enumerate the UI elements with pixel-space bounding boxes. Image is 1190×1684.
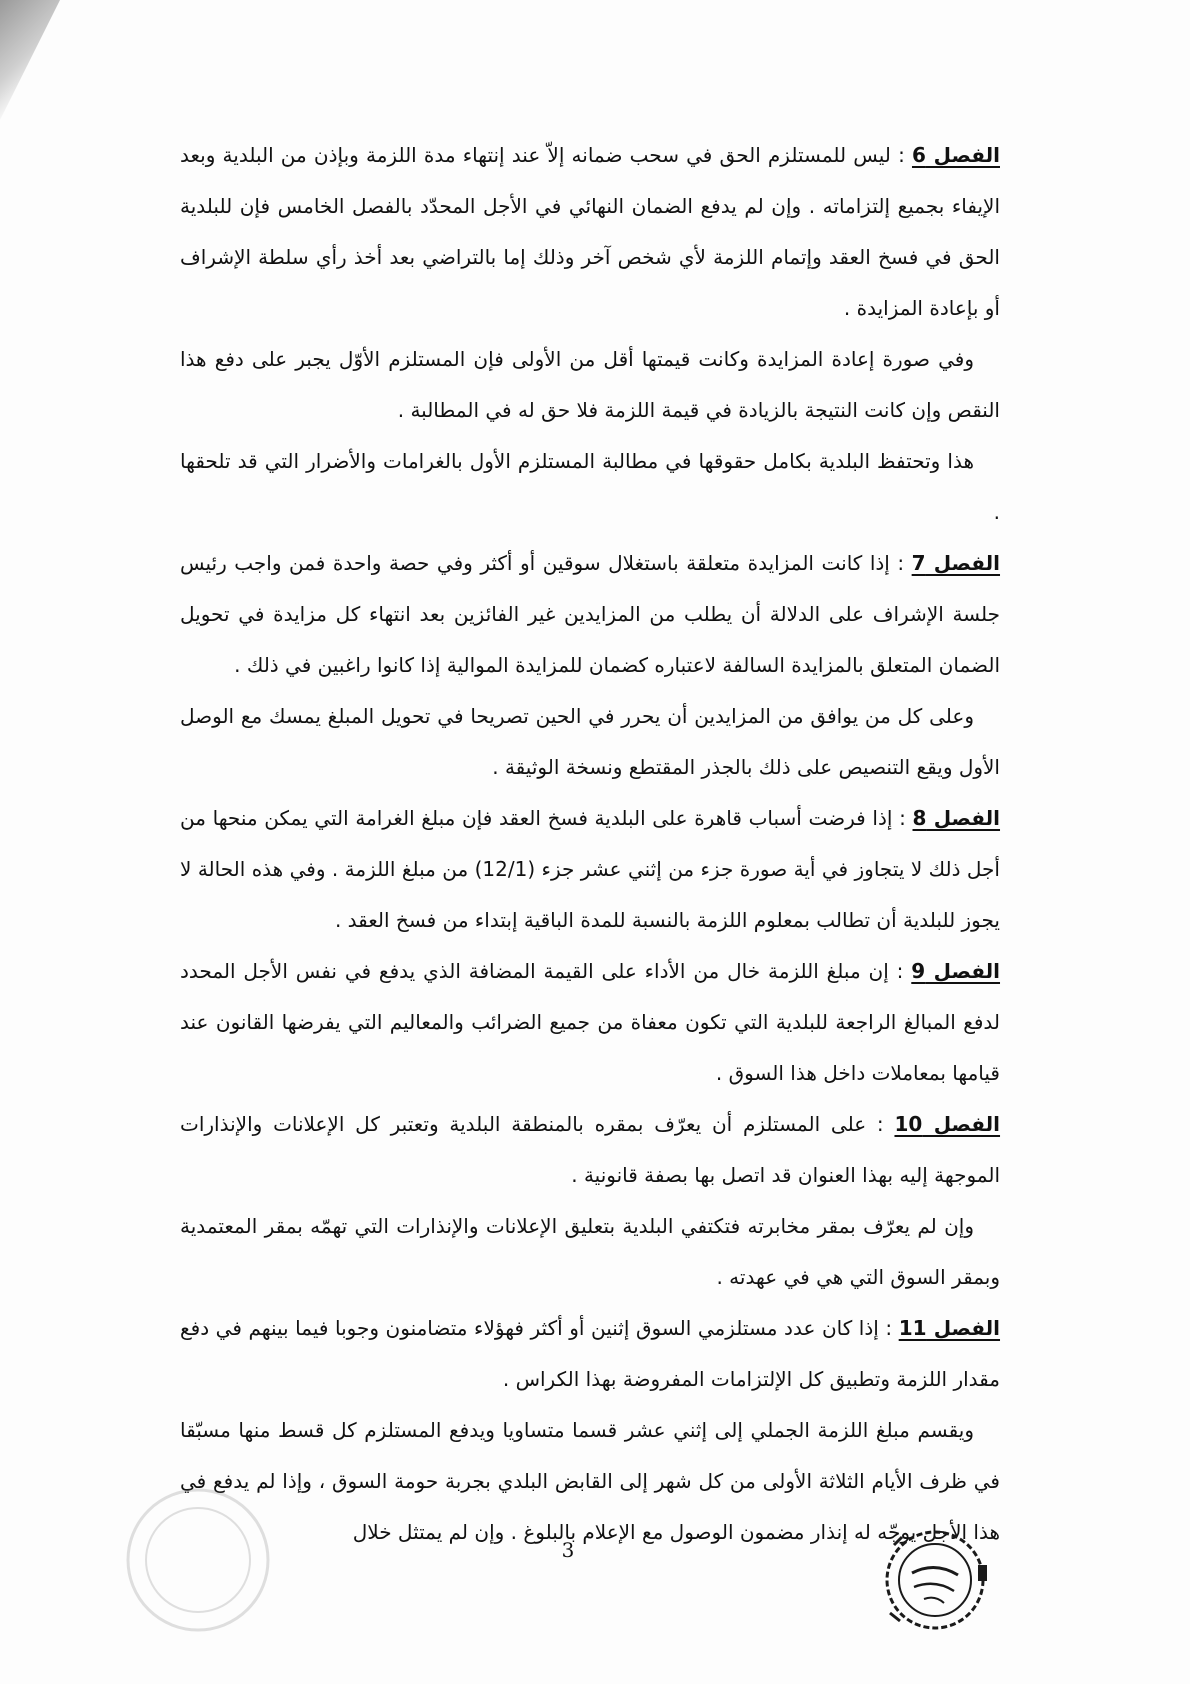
scan-edge-shadow — [0, 0, 60, 120]
article-11-paragraph-2: ويقسم مبلغ اللزمة الجملي إلى إثني عشر قسما متساويا ويدفع المستلزم كل قسط منها مسبّقا في ظرف الأيام الثلاثة الأولى من كل شهر إلى القابض البلدي بجربة حومة السوق ، وإذا لم يدفع في هذا الأجل يوجّه له إنذار مضمون الوصول مع الإعلام بالبلوغ . وإن لم يمتثل خلال — [180, 1418, 1000, 1544]
article-6-text-1: : ليس للمستلزم الحق في سحب ضمانه إلاّ عند إنتهاء مدة اللزمة وبإذن من البلدية وبعد الإيفاء بجميع إلتزاماته . وإن لم يدفع الضمان النهائي في الأجل المحدّد بالفصل الخامس فإن للبلدية الحق في فسخ العقد وإتمام اللزمة لأي شخص آخر وذلك إما بالتراضي بعد أخذ رأي سلطة الإشراف أو بإعادة المزايدة . — [180, 143, 1000, 320]
article-9-text-1: : إن مبلغ اللزمة خال من الأداء على القيمة المضافة الذي يدفع في نفس الأجل المحدد لدفع المبالغ الراجعة للبلدية التي تكون معفاة من جميع الضرائب والمعاليم التي يفرضها القانون عند قيامها بمعاملات داخل هذا السوق . — [180, 959, 1000, 1085]
article-11-paragraph-1 — [180, 1303, 1000, 1405]
article-11-text-1: : إذا كان عدد مستلزمي السوق إثنين أو أكثر فهؤلاء متضامنون وجوبا فيما بينهم في دفع مقدار اللزمة وتطبيق كل الإلتزامات المفروضة بهذا الكراس . — [180, 1316, 1000, 1391]
article-8-text-1: : إذا فرضت أسباب قاهرة على البلدية فسخ العقد فإن مبلغ الغرامة التي يمكن منحها من أجل ذلك لا يتجاوز في أية صورة جزء من إثني عشر جزء (12/1) من مبلغ اللزمة . وفي هذه الحالة لا يجوز للبلدية أن تطالب بمعلوم اللزمة بالنسبة للمدة الباقية إبتداء من فسخ العقد . — [180, 806, 1000, 932]
article-8-paragraph-1 — [180, 793, 1000, 946]
page-number: 3 — [561, 1538, 575, 1562]
official-seal-stamp-icon — [880, 1525, 990, 1635]
article-8-heading: الفصل 8 — [912, 806, 1001, 830]
article-10-text-1: : على المستلزم أن يعرّف بمقره بالمنطقة البلدية وتعتبر كل الإعلانات والإنذارات الموجهة إليه بهذا العنوان قد اتصل بها بصفة قانونية . — [180, 1112, 1000, 1187]
article-7-text-1: : إذا كانت المزايدة متعلقة باستغلال سوقين أو أكثر وفي حصة واحدة فمن واجب رئيس جلسة الإشراف على الدلالة أن يطلب من المزايدين غير الفائزين بعد انتهاء كل مزايدة في تحويل الضمان المتعلق بالمزايدة السالفة لاعتباره كضمان للمزايدة الموالية إذا كانوا راغبين في ذلك . — [180, 551, 1000, 677]
faded-stamp-icon — [118, 1480, 278, 1640]
article-7-paragraph-1 — [180, 538, 1000, 691]
article-7-paragraph-2: وعلى كل من يوافق من المزايدين أن يحرر في الحين تصريحا في تحويل المبلغ يمسك مع الوصل الأول ويقع التنصيص على ذلك بالجذر المقتطع ونسخة الوثيقة . — [180, 704, 1000, 779]
article-7-heading: الفصل 7 — [911, 551, 1001, 575]
article-6-heading: الفصل 6 — [911, 143, 1000, 167]
article-9-paragraph-1 — [180, 946, 1000, 1099]
article-6-paragraph-1 — [180, 130, 1000, 334]
document-body — [180, 130, 1000, 1558]
article-6-paragraph-2: وفي صورة إعادة المزايدة وكانت قيمتها أقل من الأولى فإن المستلزم الأوّل يجبر على دفع هذا النقص وإن كانت النتيجة بالزيادة في قيمة اللزمة فلا حق له في المطالبة . — [180, 347, 1000, 422]
article-10-heading: الفصل 10 — [894, 1112, 1001, 1136]
article-6-paragraph-3: هذا وتحتفظ البلدية بكامل حقوقها في مطالبة المستلزم الأول بالغرامات والأضرار التي قد تلحقها . — [180, 449, 1000, 524]
article-11-heading: الفصل 11 — [898, 1316, 1001, 1340]
article-10-paragraph-2: وإن لم يعرّف بمقر مخابرته فتكتفي البلدية بتعليق الإعلانات والإنذارات التي تهمّه بمقر المعتمدية وبمقر السوق التي هي في عهدته . — [180, 1214, 1000, 1289]
article-10-paragraph-1 — [180, 1099, 1000, 1201]
article-9-heading: الفصل 9 — [911, 959, 1001, 983]
